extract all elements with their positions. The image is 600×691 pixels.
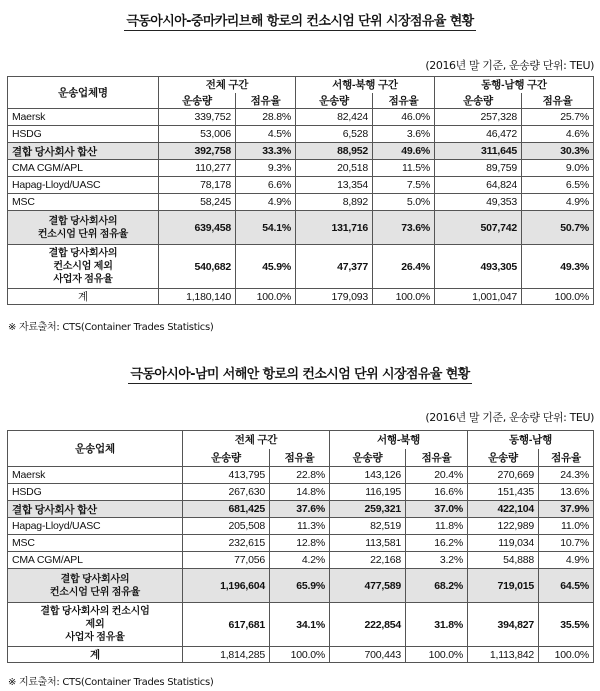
row-name: 결합 당사회사의 컨소시엄 단위 점유율 [8, 569, 183, 603]
cell: 113,581 [330, 535, 406, 552]
cell: 1,001,047 [435, 289, 522, 305]
cell: 89,759 [435, 160, 522, 177]
table2-company-header: 운송업체 [8, 431, 183, 467]
table-row [8, 109, 594, 126]
row-name: Maersk [8, 467, 183, 484]
cell: 9.3% [236, 160, 296, 177]
cell: 700,443 [330, 647, 406, 663]
cell: 339,752 [159, 109, 236, 126]
cell: 311,645 [435, 143, 522, 160]
table2-sub-header: 점유율 [270, 449, 330, 467]
cell: 122,989 [468, 518, 539, 535]
cell: 143,126 [330, 467, 406, 484]
cell: 270,669 [468, 467, 539, 484]
table1-company-header: 운송업체명 [8, 77, 159, 109]
cell: 54,888 [468, 552, 539, 569]
cell: 28.8% [236, 109, 296, 126]
row-name: 계 [8, 289, 159, 305]
cell: 37.6% [270, 501, 330, 518]
cell: 392,758 [159, 143, 236, 160]
cell: 4.9% [522, 194, 594, 211]
cell: 30.3% [522, 143, 594, 160]
row-name: Hapag-Lloyd/UASC [8, 177, 159, 194]
cell: 9.0% [522, 160, 594, 177]
cell: 116,195 [330, 484, 406, 501]
row-name: 결합 당사회사 합산 [8, 501, 183, 518]
cell: 25.7% [522, 109, 594, 126]
cell: 477,589 [330, 569, 406, 603]
cell: 16.6% [406, 484, 468, 501]
cell: 68.2% [406, 569, 468, 603]
cell: 11.8% [406, 518, 468, 535]
cell: 88,952 [296, 143, 373, 160]
cell: 33.3% [236, 143, 296, 160]
cell: 73.6% [373, 211, 435, 245]
cell: 1,113,842 [468, 647, 539, 663]
cell: 45.9% [236, 245, 296, 289]
table-row [8, 160, 594, 177]
table2-source-note: ※ 지료출처: CTS(Container Trades Statistics) [8, 677, 214, 688]
cell: 13,354 [296, 177, 373, 194]
table2-group-header-west-north: 서행-북행 [330, 431, 468, 449]
cell: 22,168 [330, 552, 406, 569]
row-name: Maersk [8, 109, 159, 126]
cell: 46,472 [435, 126, 522, 143]
cell: 100.0% [270, 647, 330, 663]
cell: 49,353 [435, 194, 522, 211]
table-row [8, 569, 594, 603]
table-row [8, 518, 594, 535]
table1-group-header-total: 전체 구간 [159, 77, 296, 93]
table1-group-header-east-south: 동행-남행 구간 [435, 77, 594, 93]
cell: 31.8% [406, 603, 468, 647]
row-name: HSDG [8, 126, 159, 143]
table1-sub-header: 점유율 [522, 93, 594, 109]
cell: 6.5% [522, 177, 594, 194]
cell: 10.7% [539, 535, 594, 552]
cell: 6,528 [296, 126, 373, 143]
table2-title: 극동아시아-남미 서해안 항로의 컨소시엄 단위 시장점유율 현황 [130, 367, 470, 382]
cell: 13.6% [539, 484, 594, 501]
table-row [8, 245, 594, 289]
cell: 110,277 [159, 160, 236, 177]
cell: 4.9% [539, 552, 594, 569]
cell: 719,015 [468, 569, 539, 603]
table2-group-header-east-south: 동행-남행 [468, 431, 594, 449]
cell: 12.8% [270, 535, 330, 552]
cell: 100.0% [373, 289, 435, 305]
cell: 64,824 [435, 177, 522, 194]
cell: 232,615 [183, 535, 270, 552]
table-row [8, 211, 594, 245]
cell: 11.5% [373, 160, 435, 177]
table-row [8, 289, 594, 305]
table-row [8, 177, 594, 194]
table1-group-header-west-north: 서행-북행 구간 [296, 77, 435, 93]
table-row [8, 535, 594, 552]
row-name: 결합 당사회사의 컨소시엄 제외 사업자 점유율 [8, 603, 183, 647]
cell: 50.7% [522, 211, 594, 245]
table2-sub-header: 운송량 [330, 449, 406, 467]
table1-sub-header: 점유율 [373, 93, 435, 109]
cell: 16.2% [406, 535, 468, 552]
row-name: 계 [8, 647, 183, 663]
cell: 77,056 [183, 552, 270, 569]
cell: 7.5% [373, 177, 435, 194]
cell: 119,034 [468, 535, 539, 552]
table2-sub-header: 점유율 [406, 449, 468, 467]
cell: 37.9% [539, 501, 594, 518]
cell: 5.0% [373, 194, 435, 211]
table1-sub-header: 운송량 [296, 93, 373, 109]
table1 [7, 76, 594, 305]
cell: 58,245 [159, 194, 236, 211]
cell: 4.9% [236, 194, 296, 211]
cell: 151,435 [468, 484, 539, 501]
row-name: MSC [8, 194, 159, 211]
cell: 4.5% [236, 126, 296, 143]
table2-sub-header: 운송량 [183, 449, 270, 467]
row-name: MSC [8, 535, 183, 552]
table-row [8, 467, 594, 484]
cell: 26.4% [373, 245, 435, 289]
cell: 179,093 [296, 289, 373, 305]
cell: 64.5% [539, 569, 594, 603]
cell: 4.2% [270, 552, 330, 569]
table1-sub-header: 운송량 [159, 93, 236, 109]
cell: 82,519 [330, 518, 406, 535]
cell: 100.0% [522, 289, 594, 305]
cell: 507,742 [435, 211, 522, 245]
table2-sub-header: 점유율 [539, 449, 594, 467]
cell: 205,508 [183, 518, 270, 535]
cell: 1,196,604 [183, 569, 270, 603]
cell: 34.1% [270, 603, 330, 647]
table1-sub-header: 운송량 [435, 93, 522, 109]
cell: 78,178 [159, 177, 236, 194]
cell: 24.3% [539, 467, 594, 484]
cell: 3.2% [406, 552, 468, 569]
cell: 394,827 [468, 603, 539, 647]
cell: 493,305 [435, 245, 522, 289]
cell: 49.6% [373, 143, 435, 160]
cell: 1,180,140 [159, 289, 236, 305]
cell: 100.0% [236, 289, 296, 305]
cell: 100.0% [539, 647, 594, 663]
cell: 540,682 [159, 245, 236, 289]
table1-sub-header: 점유율 [236, 93, 296, 109]
row-name: 결합 당사회사 합산 [8, 143, 159, 160]
cell: 54.1% [236, 211, 296, 245]
row-name: HSDG [8, 484, 183, 501]
cell: 267,630 [183, 484, 270, 501]
cell: 11.3% [270, 518, 330, 535]
cell: 49.3% [522, 245, 594, 289]
cell: 11.0% [539, 518, 594, 535]
cell: 413,795 [183, 467, 270, 484]
table1-unit-note: (2016년 말 기준, 운송량 단위: TEU) [425, 59, 594, 72]
row-name: CMA CGM/APL [8, 160, 159, 177]
cell: 37.0% [406, 501, 468, 518]
cell: 6.6% [236, 177, 296, 194]
cell: 20,518 [296, 160, 373, 177]
cell: 35.5% [539, 603, 594, 647]
table2 [7, 430, 594, 663]
cell: 4.6% [522, 126, 594, 143]
cell: 3.6% [373, 126, 435, 143]
cell: 65.9% [270, 569, 330, 603]
cell: 22.8% [270, 467, 330, 484]
cell: 131,716 [296, 211, 373, 245]
cell: 1,814,285 [183, 647, 270, 663]
table-row [8, 501, 594, 518]
table-row [8, 647, 594, 663]
row-name: Hapag-Lloyd/UASC [8, 518, 183, 535]
cell: 259,321 [330, 501, 406, 518]
cell: 617,681 [183, 603, 270, 647]
table2-group-header-total: 전체 구간 [183, 431, 330, 449]
table1-source-note: ※ 자료출처: CTS(Container Trades Statistics) [8, 322, 214, 333]
cell: 82,424 [296, 109, 373, 126]
cell: 46.0% [373, 109, 435, 126]
cell: 222,854 [330, 603, 406, 647]
cell: 20.4% [406, 467, 468, 484]
cell: 8,892 [296, 194, 373, 211]
table-row [8, 126, 594, 143]
table1-title: 극동아시아-중마카리브해 항로의 컨소시엄 단위 시장점유율 현황 [126, 14, 474, 29]
cell: 53,006 [159, 126, 236, 143]
cell: 100.0% [406, 647, 468, 663]
row-name: 결합 당사회사의 컨소시엄 제외 사업자 점유율 [8, 245, 159, 289]
table-row [8, 603, 594, 647]
table-row [8, 484, 594, 501]
cell: 257,328 [435, 109, 522, 126]
cell: 47,377 [296, 245, 373, 289]
table-row [8, 194, 594, 211]
cell: 14.8% [270, 484, 330, 501]
cell: 681,425 [183, 501, 270, 518]
row-name: 결합 당사회사의 컨소시엄 단위 점유율 [8, 211, 159, 245]
table-row [8, 143, 594, 160]
table2-unit-note: (2016년 말 기준, 운송량 단위: TEU) [425, 411, 594, 424]
table2-sub-header: 운송량 [468, 449, 539, 467]
cell: 422,104 [468, 501, 539, 518]
cell: 639,458 [159, 211, 236, 245]
table-row [8, 552, 594, 569]
row-name: CMA CGM/APL [8, 552, 183, 569]
